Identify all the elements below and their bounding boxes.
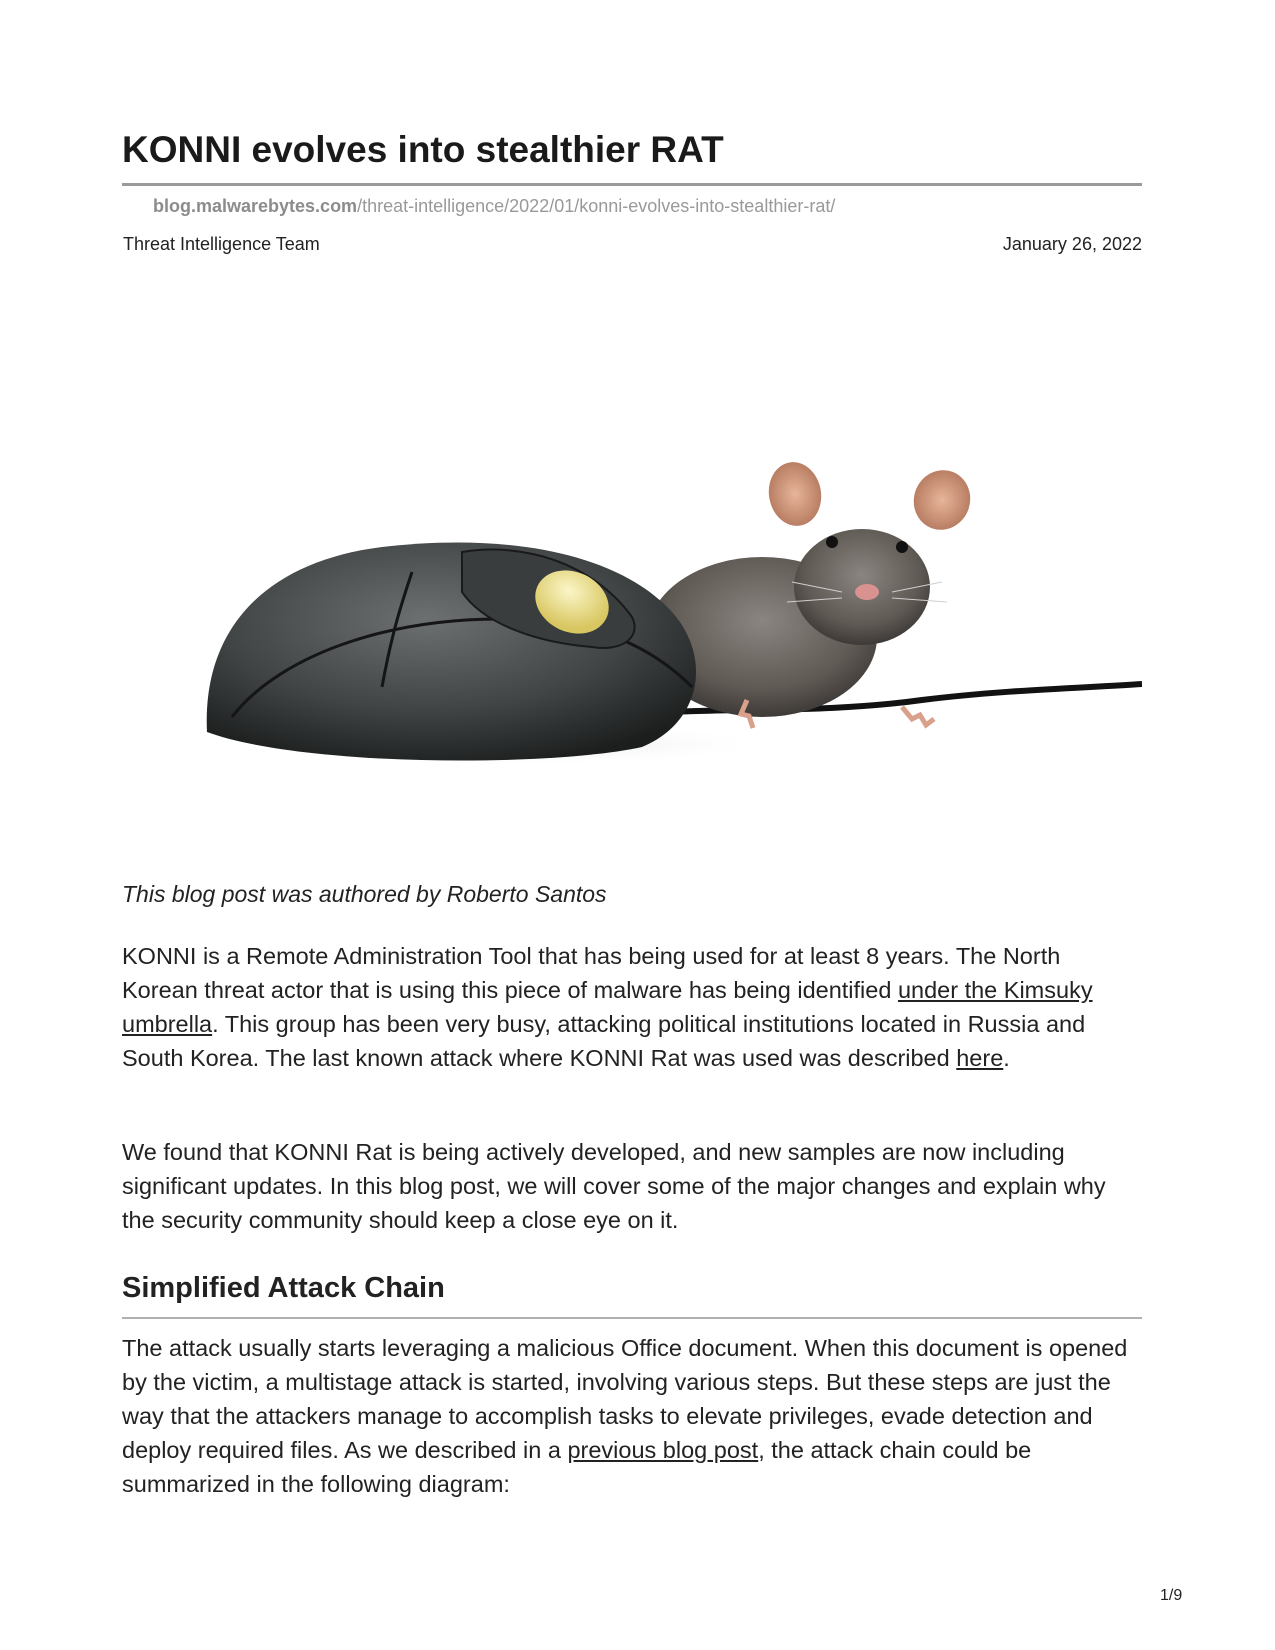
article-meta bbox=[123, 234, 1142, 255]
link-kimsuky[interactable]: under the Kimsuky umbrella bbox=[122, 977, 1093, 1037]
paragraph-intro bbox=[122, 939, 1142, 1075]
paragraph-attack-chain bbox=[122, 1331, 1142, 1501]
article-title: KONNI evolves into stealthier RAT bbox=[122, 129, 724, 170]
para3-text-b: , the attack chain could be summarized in the following diagram: bbox=[122, 1437, 1032, 1497]
section-divider bbox=[122, 1317, 1142, 1319]
link-previous-post[interactable]: previous blog post bbox=[567, 1437, 759, 1463]
para1-text-b: . This group has been very busy, attacking political institutions located in Russia and South Korea. The last known attack where KONNI Rat was used was described bbox=[122, 1011, 1086, 1071]
hero-image bbox=[202, 452, 1142, 792]
author: Threat Intelligence Team bbox=[123, 234, 320, 254]
para1-text-c: . bbox=[1003, 1045, 1010, 1071]
url-domain[interactable]: blog.malwarebytes.com bbox=[153, 196, 358, 216]
title-divider bbox=[122, 183, 1142, 186]
paragraph-development: We found that KONNI Rat is being actively developed, and new samples are now including significant updates. In this blog post, we will cover some of the major changes and explain why the security community should keep a close eye on it. bbox=[122, 1139, 1106, 1233]
link-here[interactable]: here bbox=[956, 1045, 1004, 1071]
section-heading: Simplified Attack Chain bbox=[122, 1272, 445, 1304]
para3-text-a: The attack usually starts leveraging a malicious Office document. When this document is opened by the victim, a multistage attack is started, involving various steps. But these steps are just the way that the attackers manage to accomplish tasks to elevate privileges, evade detection and deploy required files. As we described in a bbox=[122, 1335, 1128, 1463]
para1-text-a: KONNI is a Remote Administration Tool that has being used for at least 8 years. The North Korean threat actor that is using this piece of malware has being identified bbox=[122, 943, 1061, 1003]
publish-date: January 26, 2022 bbox=[1002, 234, 1142, 254]
url-path[interactable]: /threat-intelligence/2022/01/konni-evolves-into-stealthier-rat/ bbox=[357, 196, 836, 216]
byline: This blog post was authored by Roberto Santos bbox=[122, 881, 607, 907]
source-url[interactable] bbox=[153, 196, 835, 217]
page-number: 1/9 bbox=[1160, 1587, 1183, 1604]
